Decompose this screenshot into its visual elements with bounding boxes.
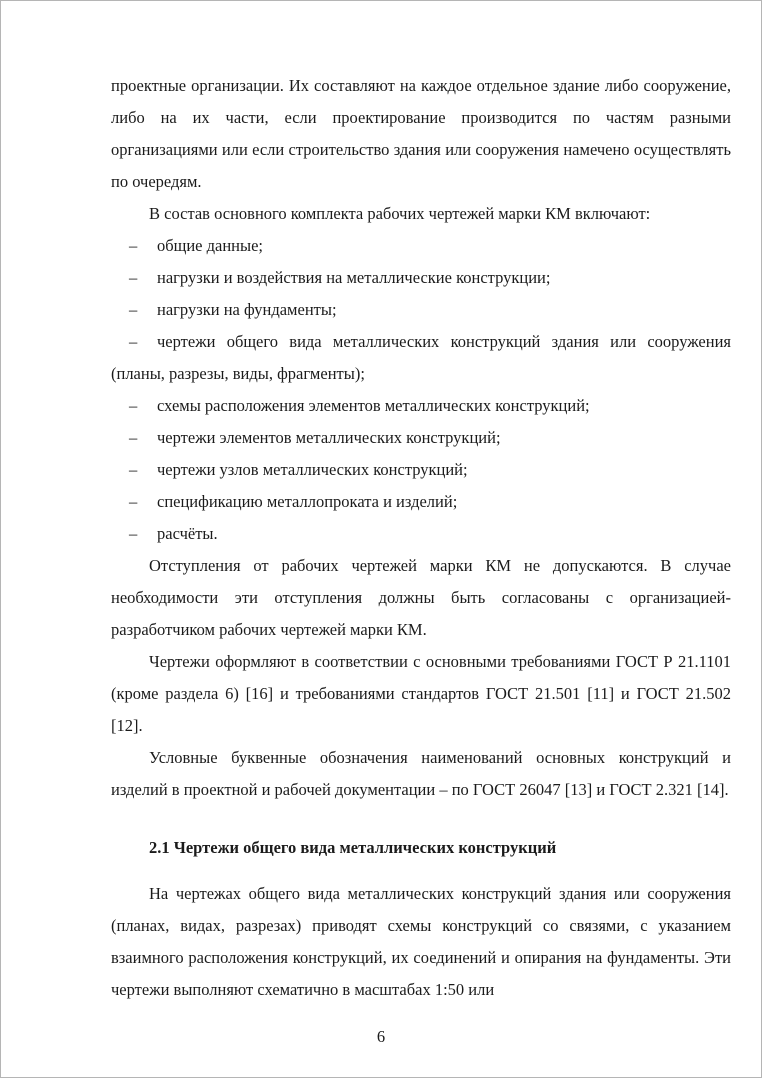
paragraph-letter-designations: Условные буквенные обозначения наименований основных конструкций и изделий в проектной и рабочей документации – по ГОСТ 26047 [13] и ГОСТ 2.321 [14]. xyxy=(111,748,731,799)
paragraph-general-view-drawings: На чертежах общего вида металлических конструкций здания или сооружения (планах, видах, разрезах) приводят схемы конструкций со связями, с указанием взаимного расположения конструкций, их соединений и опирания на фундаменты. Эти чертежи выполняют схематично в масштабах 1:50 или xyxy=(111,884,731,999)
list-item-text: схемы расположения элементов металлических конструкций; xyxy=(157,396,590,415)
list-item-text: чертежи узлов металлических конструкций; xyxy=(157,460,468,479)
list-item-text: расчёты. xyxy=(157,524,218,543)
list-item: – нагрузки на фундаменты; xyxy=(129,300,337,319)
list-item-text: чертежи общего вида металлических конструкций здания или сооружения (планы, разрезы, виды, фрагменты); xyxy=(111,332,731,383)
list-item-text: спецификацию металлопроката и изделий; xyxy=(157,492,458,511)
list-item-text: нагрузки на фундаменты; xyxy=(157,300,337,319)
list-item: – общие данные; xyxy=(129,236,264,255)
list-item: – спецификацию металлопроката и изделий; xyxy=(129,492,458,511)
paragraph-gost-requirements: Чертежи оформляют в соответствии с основными требованиями ГОСТ Р 21.1101 (кроме раздела 6) [16] и требованиями стандартов ГОСТ 21.501 [11] и ГОСТ 21.502 [12]. xyxy=(111,652,731,735)
page-number: 6 xyxy=(376,1027,386,1046)
list-item-text: нагрузки и воздействия на металлические конструкции; xyxy=(157,268,551,287)
paragraph-deviations: Отступления от рабочих чертежей марки КМ не допускаются. В случае необходимости эти отступления должны быть согласованы с организацией-разработчиком рабочих чертежей марки КМ. xyxy=(111,556,731,639)
section-heading: 2.1 Чертежи общего вида металлических конструкций xyxy=(149,838,557,857)
list-item-text: чертежи элементов металлических конструкций; xyxy=(157,428,501,447)
page-content xyxy=(111,70,731,1006)
list-item: – чертежи узлов металлических конструкций; xyxy=(129,460,468,479)
list-item: – расчёты. xyxy=(129,524,218,543)
list-item: – чертежи элементов металлических конструкций; xyxy=(129,428,501,447)
list-item: – схемы расположения элементов металлических конструкций; xyxy=(129,396,590,415)
paragraph-continuation: проектные организации. Их составляют на каждое отдельное здание либо сооружение, либо на их части, если проектирование производится по частям разными организациями или если строительство здания или сооружения намечено осуществлять по очередям. xyxy=(111,76,731,191)
list-item-text: общие данные; xyxy=(157,236,264,255)
list-item: – чертежи общего вида металлических конструкций здания или сооружения (планы, разрезы, виды, фрагменты); xyxy=(111,332,731,383)
list-item: – нагрузки и воздействия на металлические конструкции; xyxy=(129,268,551,287)
paragraph-list-intro: В состав основного комплекта рабочих чертежей марки КМ включают: xyxy=(149,204,651,223)
